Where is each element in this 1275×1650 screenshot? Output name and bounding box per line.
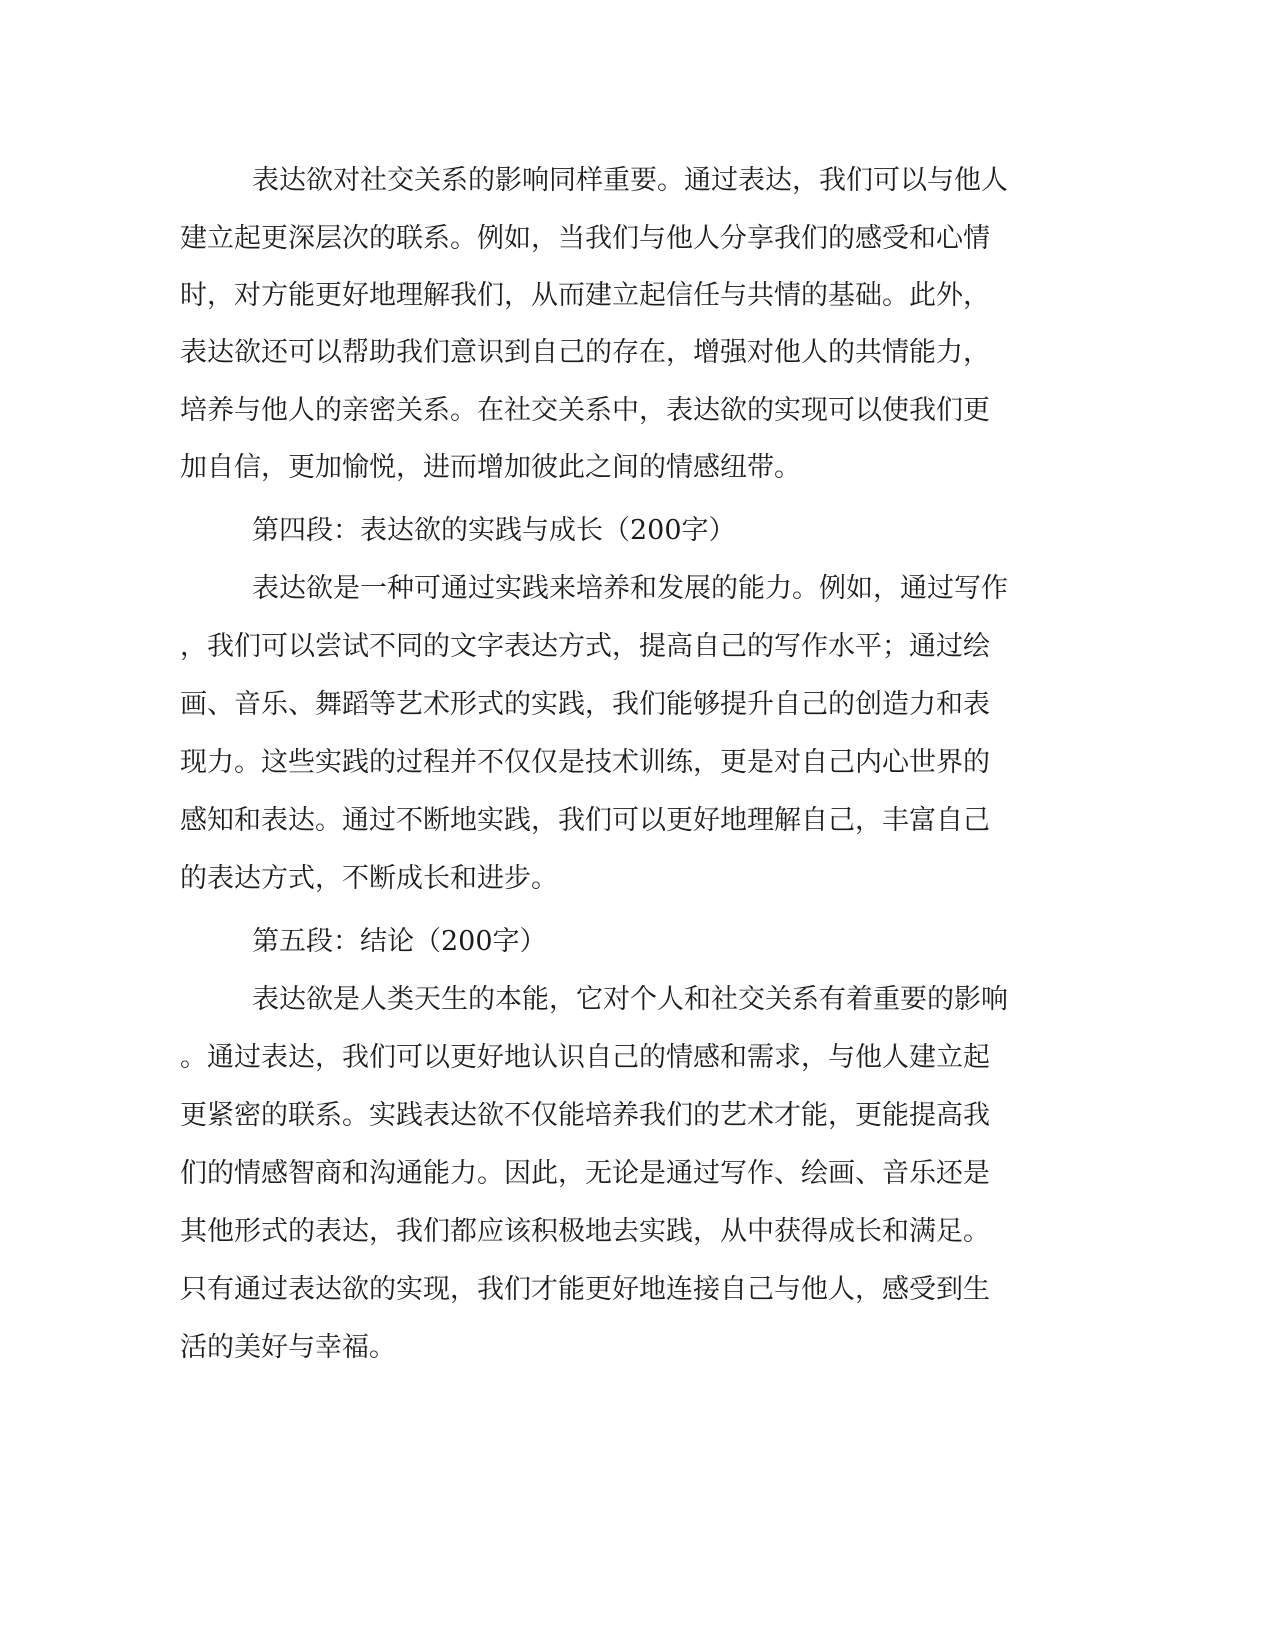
paragraph-line: 建立起更深层次的联系。例如，当我们与他人分享我们的感受和心情	[180, 223, 990, 254]
paragraph-line: 表达欲还可以帮助我们意识到自己的存在，增强对他人的共情能力，	[180, 337, 990, 368]
paragraph-line: 其他形式的表达，我们都应该积极地去实践，从中获得成长和满足。	[180, 1216, 990, 1247]
paragraph-line: 表达欲对社交关系的影响同样重要。通过表达，我们可以与他人	[252, 165, 1008, 196]
paragraph-line: 画、音乐、舞蹈等艺术形式的实践，我们能够提升自己的创造力和表	[180, 689, 990, 720]
paragraph-line: 只有通过表达欲的实现，我们才能更好地连接自己与他人，感受到生	[180, 1274, 990, 1305]
paragraph-line: 表达欲是一种可通过实践来培养和发展的能力。例如，通过写作	[252, 573, 1008, 604]
paragraph-line: ，我们可以尝试不同的文字表达方式，提高自己的写作水平；通过绘	[180, 631, 990, 662]
paragraph-line: 时，对方能更好地理解我们，从而建立起信任与共情的基础。此外，	[180, 280, 990, 311]
section-heading: 第五段：结论（200字）	[252, 926, 547, 957]
paragraph-line: 培养与他人的亲密关系。在社交关系中，表达欲的实现可以使我们更	[180, 395, 990, 426]
paragraph-line: 感知和表达。通过不断地实践，我们可以更好地理解自己，丰富自己	[180, 805, 990, 836]
paragraph-line: 现力。这些实践的过程并不仅仅是技术训练，更是对自己内心世界的	[180, 747, 990, 778]
paragraph-line: 们的情感智商和沟通能力。因此，无论是通过写作、绘画、音乐还是	[180, 1158, 990, 1189]
paragraph-line: 活的美好与幸福。	[180, 1332, 396, 1363]
paragraph-line: 。通过表达，我们可以更好地认识自己的情感和需求，与他人建立起	[180, 1042, 990, 1073]
paragraph-line: 加自信，更加愉悦，进而增加彼此之间的情感纽带。	[180, 452, 801, 483]
paragraph-line: 的表达方式，不断成长和进步。	[180, 863, 558, 894]
section-heading: 第四段：表达欲的实践与成长（200字）	[252, 515, 736, 546]
paragraph-line: 更紧密的联系。实践表达欲不仅能培养我们的艺术才能，更能提高我	[180, 1100, 990, 1131]
paragraph-line: 表达欲是人类天生的本能，它对个人和社交关系有着重要的影响	[252, 984, 1008, 1015]
